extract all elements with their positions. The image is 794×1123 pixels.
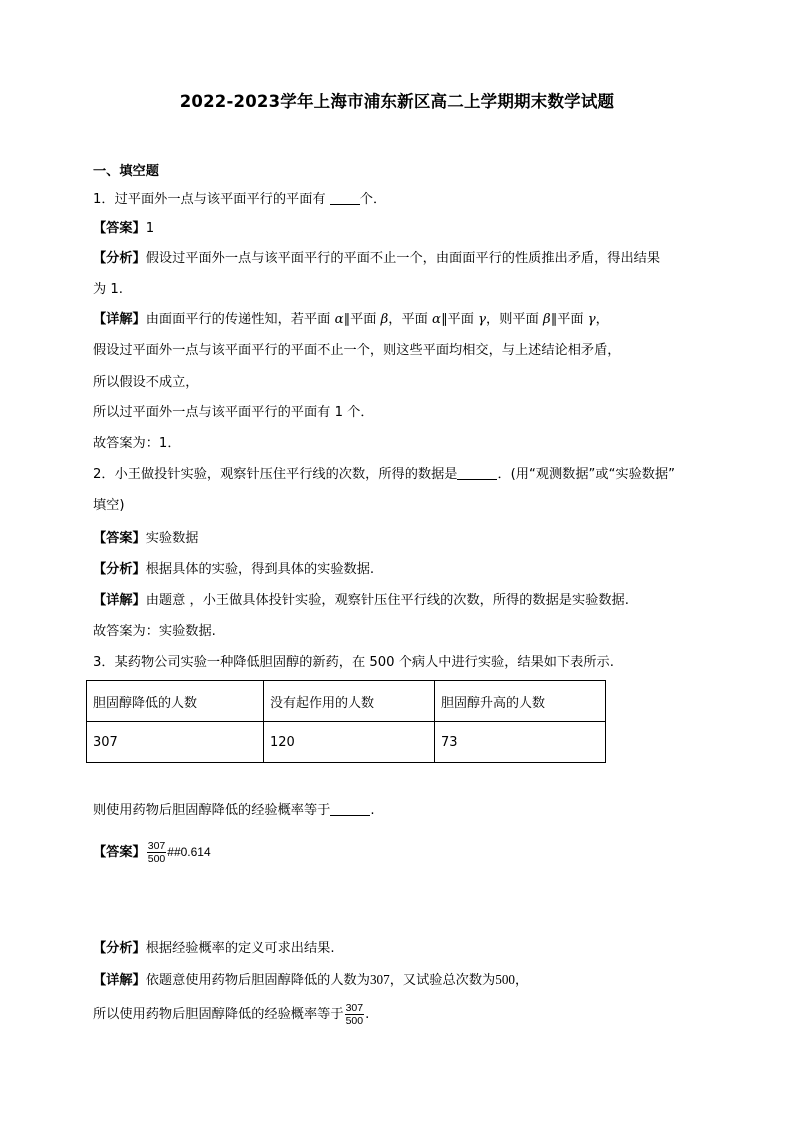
- answer-blank: [457, 465, 497, 480]
- question-1-answer: 【答案】1: [93, 221, 155, 236]
- question-1-stem: 1．过平面外一点与该平面平行的平面有 个．: [93, 192, 387, 207]
- table-header-cell: 胆固醇升高的人数: [435, 681, 606, 722]
- question-3-stem: 3．某药物公司实验一种降低胆固醇的新药，在 500 个病人中进行实验，结果如下表所示.: [93, 655, 614, 670]
- table-cell: 120: [264, 722, 435, 763]
- table-header-cell: 胆固醇降低的人数: [87, 681, 264, 722]
- probability-fraction: $\frac{307}{500}$: [345, 1001, 364, 1027]
- question-2-stem-cont: 填空): [93, 498, 125, 513]
- answer-fraction: $\frac{307}{500}$: [147, 839, 166, 865]
- question-2-stem: 2．小王做投针实验，观察针压住平行线的次数，所得的数据是 ．(用“观测数据”或“实验数据”: [93, 467, 675, 482]
- question-1-conclusion: 故答案为：1．: [93, 436, 181, 451]
- question-3-analysis: 【分析】根据经验概率的定义可求出结果.: [93, 941, 335, 956]
- question-2-analysis: 【分析】根据具体的实验，得到具体的实验数据.: [93, 562, 375, 577]
- table-header-row: [87, 681, 606, 722]
- table-row: [87, 722, 606, 763]
- results-table: [86, 680, 606, 763]
- question-3-detail: 【详解】依题意使用药物后胆固醇降低的人数为307，又试验总次数为500，: [93, 972, 529, 988]
- table-header-cell: 没有起作用的人数: [264, 681, 435, 722]
- question-3-question: 则使用药物后胆固醇降低的经验概率等于 .: [93, 803, 375, 818]
- question-1-detail-4: 所以过平面外一点与该平面平行的平面有 1 个．: [93, 405, 374, 420]
- question-1-analysis-cont: 为 1.: [93, 282, 123, 297]
- question-1-detail: 【详解】由面面平行的传递性知，若平面 α∥平面 β，平面 α∥平面 γ，则平面 β∥平面 γ，: [93, 312, 609, 327]
- question-1-analysis: 【分析】假设过平面外一点与该平面平行的平面不止一个，由面面平行的性质推出矛盾，得出结果: [93, 251, 661, 266]
- table-cell: 307: [87, 722, 264, 763]
- question-3-answer: 【答案】 $\frac{307}{500}$ ##0.614: [93, 839, 211, 865]
- answer-blank: [330, 190, 360, 205]
- question-3-detail-2: 所以使用药物后胆固醇降低的经验概率等于 $\frac{307}{500}$ .: [93, 1001, 370, 1027]
- question-2-conclusion: 故答案为：实验数据.: [93, 624, 216, 639]
- section-heading: 一、填空题: [93, 164, 159, 179]
- question-1-detail-2: 假设过平面外一点与该平面平行的平面不止一个，则这些平面均相交，与上述结论相矛盾，: [93, 343, 621, 358]
- question-2-detail: 【详解】由题意 ，小王做具体投针实验，观察针压住平行线的次数，所得的数据是实验数据.: [93, 593, 629, 608]
- page-title: 2022-2023学年上海市浦东新区高二上学期期末数学试题: [179, 92, 615, 111]
- table-cell: 73: [435, 722, 606, 763]
- question-1-detail-3: 所以假设不成立，: [93, 375, 199, 390]
- question-2-answer: 【答案】实验数据: [93, 531, 199, 546]
- answer-blank: [330, 801, 370, 816]
